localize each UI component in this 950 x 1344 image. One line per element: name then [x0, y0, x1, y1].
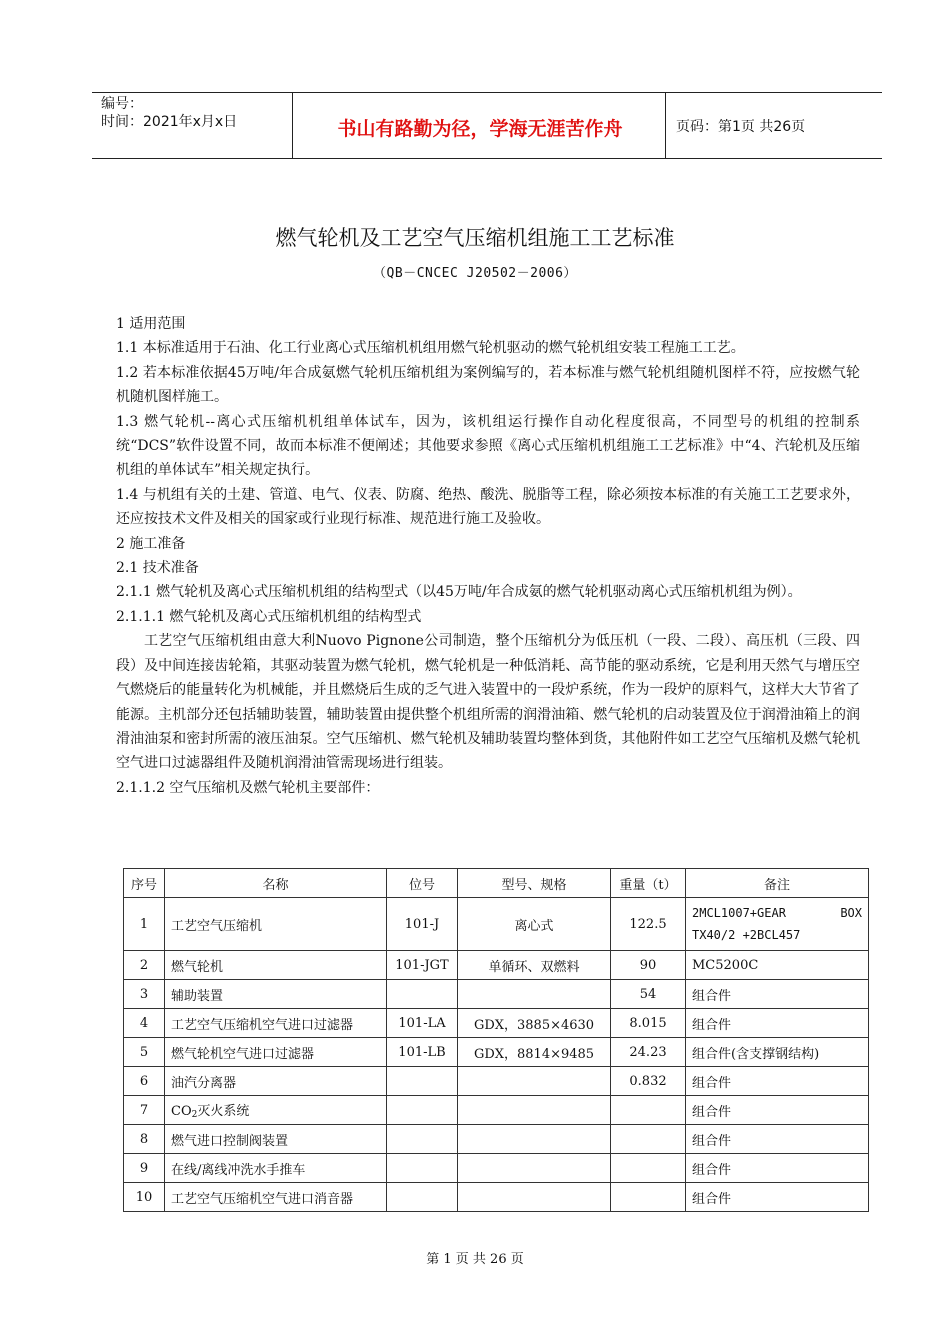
cell-weight [611, 1125, 686, 1154]
cell-remark: 组合件 [686, 1067, 869, 1096]
cell-index: 10 [124, 1183, 165, 1212]
cell-weight [611, 1183, 686, 1212]
cell-weight [611, 1154, 686, 1183]
cell-remark [686, 898, 869, 951]
cell-weight [611, 1096, 686, 1125]
table-row [124, 980, 869, 1009]
cell-model: GDX，3885×4630 [458, 1009, 611, 1038]
header-divider-right [665, 92, 666, 158]
paragraph-1-2: 1.2 若本标准依据45万吨/年合成氨燃气轮机压缩机组为案例编写的，若本标准与燃气轮机组随机图样不符，应按燃气轮机随机图样施工。 [116, 364, 860, 406]
header-bottom-rule [92, 158, 882, 159]
cell-name: 工艺空气压缩机空气进口消音器 [165, 1183, 387, 1212]
co2-subscript: 2 [191, 1110, 198, 1120]
cell-index: 8 [124, 1125, 165, 1154]
header-top-rule [92, 92, 882, 93]
paragraph-1-3: 1.3 燃气轮机--离心式压缩机机组单体试车，因为，该机组运行操作自动化程度很高，不同型号的机组的控制系统“DCS”软件设置不同，故而本标准不便阐述；其他要求参照《离心式压缩机机组施工工艺标准》中“4、汽轮机及压缩机组的单体试车”相关规定执行。 [116, 413, 860, 479]
cell-index: 9 [124, 1154, 165, 1183]
col-header-remark: 备注 [686, 869, 869, 898]
table-row [124, 1125, 869, 1154]
col-header-weight: 重量（t） [611, 869, 686, 898]
cell-remark: 组合件 [686, 980, 869, 1009]
cell-tag: 101-LA [387, 1009, 458, 1038]
cell-tag: 101-JGT [387, 951, 458, 980]
cell-name: 工艺空气压缩机 [165, 898, 387, 951]
cell-weight: 8.015 [611, 1009, 686, 1038]
table-row [124, 1038, 869, 1067]
cell-name: 燃气进口控制阀装置 [165, 1125, 387, 1154]
table-row [124, 1009, 869, 1038]
cell-index: 4 [124, 1009, 165, 1038]
table-row [124, 1067, 869, 1096]
document-title: 燃气轮机及工艺空气压缩机组施工工艺标准 [275, 226, 675, 250]
header-divider-left [292, 92, 293, 158]
cell-weight: 24.23 [611, 1038, 686, 1067]
remark-part-a: 2MCL1007+GEAR [692, 906, 786, 920]
cell-weight: 54 [611, 980, 686, 1009]
cell-remark: 组合件 [686, 1125, 869, 1154]
paragraph-2-1-1-2: 2.1.1.2 空气压缩机及燃气轮机主要部件： [116, 779, 380, 796]
co2-prefix: CO [171, 1104, 192, 1119]
cell-remark: 组合件 [686, 1009, 869, 1038]
cell-tag [387, 1067, 458, 1096]
col-header-name: 名称 [165, 869, 387, 898]
cell-model [458, 1154, 611, 1183]
remark-part-b: BOX [840, 906, 862, 920]
table-row [124, 1183, 869, 1212]
cell-weight: 90 [611, 951, 686, 980]
cell-index: 5 [124, 1038, 165, 1067]
cell-tag [387, 1154, 458, 1183]
cell-name: 辅助装置 [165, 980, 387, 1009]
remark-line-2: TX40/2 +2BCL457 [692, 928, 801, 942]
cell-name: 油汽分离器 [165, 1067, 387, 1096]
page-footer: 第 1 页 共 26 页 [426, 1252, 524, 1267]
col-header-tag: 位号 [387, 869, 458, 898]
cell-model [458, 1096, 611, 1125]
col-header-index: 序号 [124, 869, 165, 898]
cell-index: 7 [124, 1096, 165, 1125]
cell-model: 离心式 [458, 898, 611, 951]
cell-model: GDX，8814×9485 [458, 1038, 611, 1067]
cell-model [458, 980, 611, 1009]
cell-tag: 101-LB [387, 1038, 458, 1067]
cell-tag: 101-J [387, 898, 458, 951]
cell-name [165, 1096, 387, 1125]
cell-name: 燃气轮机空气进口过滤器 [165, 1038, 387, 1067]
paragraph-1-1: 1.1 本标准适用于石油、化工行业离心式压缩机机组用燃气轮机驱动的燃气轮机组安装工程施工工艺。 [116, 340, 745, 357]
cell-index: 3 [124, 980, 165, 1009]
header-motto: 书山有路勤为径，学海无涯苦作舟 [337, 118, 623, 140]
cell-index: 6 [124, 1067, 165, 1096]
section-heading-2: 2 施工准备 [116, 535, 186, 552]
paragraph-1-4: 1.4 与机组有关的土建、管道、电气、仪表、防腐、绝热、酸洗、脱脂等工程，除必须按本标准的有关施工工艺要求外，还应按技术文件及相关的国家或行业现行标准、规范进行施工及验收。 [116, 486, 860, 528]
cell-tag [387, 980, 458, 1009]
cell-tag [387, 1125, 458, 1154]
table-row [124, 1154, 869, 1183]
cell-model [458, 1067, 611, 1096]
cell-remark: 组合件 [686, 1183, 869, 1212]
header-time-label: 时间：2021年x月x日 [101, 114, 238, 130]
cell-tag [387, 1096, 458, 1125]
table-row [124, 898, 869, 951]
paragraph-2-1-1-1: 2.1.1.1 燃气轮机及离心式压缩机机组的结构型式 [116, 608, 422, 625]
table-row [124, 1096, 869, 1125]
cell-model [458, 1125, 611, 1154]
cell-remark: MC5200C [686, 951, 869, 980]
cell-model: 单循环、双燃料 [458, 951, 611, 980]
cell-remark: 组合件 [686, 1096, 869, 1125]
table-row [124, 951, 869, 980]
cell-tag [387, 1183, 458, 1212]
paragraph-2-1-1: 2.1.1 燃气轮机及离心式压缩机机组的结构型式（以45万吨/年合成氨的燃气轮机驱动离心式压缩机机组为例）。 [116, 584, 802, 601]
cell-model [458, 1183, 611, 1212]
paragraph-machine-description: 工艺空气压缩机组由意大利Nuovo Pignone公司制造，整个压缩机分为低压机（一段、二段）、高压机（三段、四段）及中间连接齿轮箱，其驱动装置为燃气轮机，燃气轮机是一种低消耗、高节能的驱动系统，它是利用天然气与增压空气燃烧后的能量转化为机械能，并且燃烧后生成的乏气进入装置中的一段炉系统，作为一段炉的原料气，这样大大节省了能源。主机部分还包括辅助装置，辅助装置由提供整个机组所需的润滑油箱、燃气轮机的启动装置及位于润滑油箱上的润滑油油泵和密封所需的液压油泵。空气压缩机、燃气轮机及辅助装置均整体到货，其他附件如工艺空气压缩机及燃气轮机空气进口过滤器组件及随机润滑油管需现场进行组装。 [116, 633, 860, 772]
header-page-info: 页码：第1页 共26页 [676, 119, 806, 135]
cell-index: 1 [124, 898, 165, 951]
section-heading-2-1: 2.1 技术准备 [116, 560, 199, 577]
cell-weight: 122.5 [611, 898, 686, 951]
document-body [116, 312, 860, 800]
cell-name: 工艺空气压缩机空气进口过滤器 [165, 1009, 387, 1038]
cell-weight: 0.832 [611, 1067, 686, 1096]
co2-suffix: 灭火系统 [197, 1104, 250, 1119]
cell-remark: 组合件(含支撑钢结构) [686, 1038, 869, 1067]
section-heading-1: 1 适用范围 [116, 316, 186, 332]
header-number-label: 编号： [101, 96, 143, 112]
col-header-model: 型号、规格 [458, 869, 611, 898]
cell-index: 2 [124, 951, 165, 980]
cell-name: 在线/离线冲洗水手推车 [165, 1154, 387, 1183]
table-header-row [124, 869, 869, 898]
parts-table [123, 868, 869, 1212]
cell-remark: 组合件 [686, 1154, 869, 1183]
cell-name: 燃气轮机 [165, 951, 387, 980]
document-code: （QB－CNCEC J20502－2006） [373, 266, 577, 281]
